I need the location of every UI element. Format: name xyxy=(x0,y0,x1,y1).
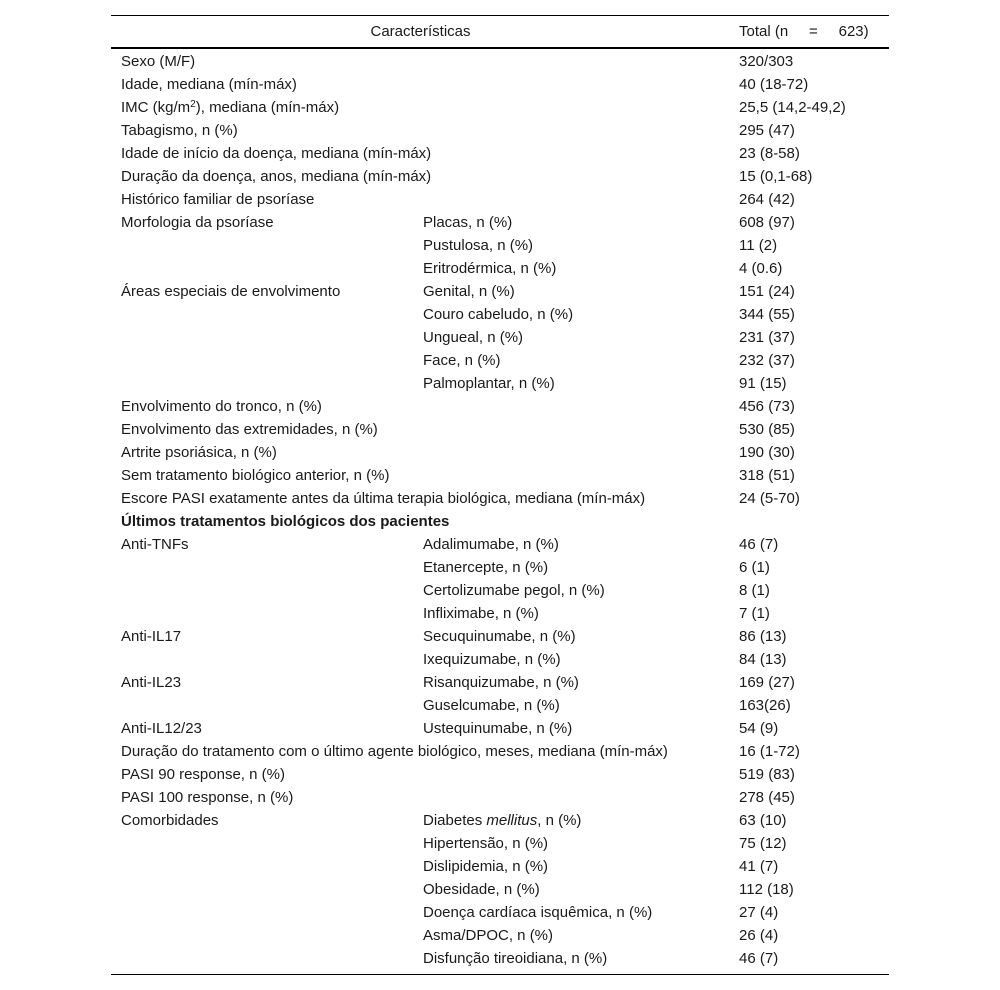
table-row xyxy=(111,372,889,395)
row-label: Envolvimento das extremidades, n (%) xyxy=(121,421,378,438)
row-value: 456 (73) xyxy=(739,398,795,415)
row-value: 519 (83) xyxy=(739,766,795,783)
imc-label-start: IMC (kg/m xyxy=(121,99,191,116)
row-value: 84 (13) xyxy=(739,651,787,668)
row-value: 4 (0.6) xyxy=(739,260,783,277)
section-title: Últimos tratamentos biológicos dos pacientes xyxy=(121,513,450,530)
table-row xyxy=(111,303,889,326)
row-label: Comorbidades xyxy=(121,812,219,829)
row-value: 41 (7) xyxy=(739,858,779,875)
row-label: Anti-IL23 xyxy=(121,674,182,691)
table-row xyxy=(111,763,889,786)
row-value: 278 (45) xyxy=(739,789,795,806)
header-characteristics: Características xyxy=(370,23,471,40)
row-sublabel: Hipertensão, n (%) xyxy=(423,835,549,852)
row-value: 54 (9) xyxy=(739,720,779,737)
row-sublabel: Doença cardíaca isquêmica, n (%) xyxy=(423,904,653,921)
row-sublabel: Guselcumabe, n (%) xyxy=(423,697,560,714)
table-row xyxy=(111,556,889,579)
table-row xyxy=(111,579,889,602)
table-row xyxy=(111,487,889,510)
characteristics-table xyxy=(111,15,889,975)
row-value: 232 (37) xyxy=(739,352,795,369)
row-sublabel: Pustulosa, n (%) xyxy=(423,237,534,254)
row-value: 27 (4) xyxy=(739,904,779,921)
table-row xyxy=(111,188,889,211)
table-row xyxy=(111,809,889,832)
imc-label-superscript: 2 xyxy=(190,99,196,110)
row-sublabel: Asma/DPOC, n (%) xyxy=(423,927,554,944)
row-value: 25,5 (14,2-49,2) xyxy=(739,99,846,116)
row-value: 26 (4) xyxy=(739,927,779,944)
row-sublabel: Ixequizumabe, n (%) xyxy=(423,651,561,668)
section-title-row xyxy=(111,510,889,533)
row-sublabel: Couro cabeludo, n (%) xyxy=(423,306,574,323)
table-bottom-rule xyxy=(111,974,889,975)
row-value: 264 (42) xyxy=(739,191,795,208)
row-value: 46 (7) xyxy=(739,536,779,553)
row-value: 86 (13) xyxy=(739,628,787,645)
row-label: Escore PASI exatamente antes da última terapia biológica, mediana (mín-máx) xyxy=(121,490,646,507)
row-value: 75 (12) xyxy=(739,835,787,852)
row-value: 112 (18) xyxy=(739,881,794,898)
table-row xyxy=(111,671,889,694)
table-row xyxy=(111,947,889,970)
table-row xyxy=(111,464,889,487)
table-row xyxy=(111,280,889,303)
table-row xyxy=(111,625,889,648)
row-sublabel: Secuquinumabe, n (%) xyxy=(423,628,576,645)
row-sublabel: Risanquizumabe, n (%) xyxy=(423,674,579,691)
row-label: Histórico familiar de psoríase xyxy=(121,191,315,208)
table-row xyxy=(111,211,889,234)
table-row xyxy=(111,349,889,372)
row-sublabel: Ungueal, n (%) xyxy=(423,329,524,346)
table-row xyxy=(111,165,889,188)
table-row xyxy=(111,234,889,257)
row-label: Tabagismo, n (%) xyxy=(121,122,238,139)
table-row xyxy=(111,533,889,556)
diabetes-label-start: Diabetes xyxy=(423,812,487,829)
row-sublabel: Adalimumabe, n (%) xyxy=(423,536,559,553)
row-label: PASI 90 response, n (%) xyxy=(121,766,285,783)
row-label: Anti-IL17 xyxy=(121,628,182,645)
table-row xyxy=(111,924,889,947)
row-label: Áreas especiais de envolvimento xyxy=(121,283,341,300)
row-value: 530 (85) xyxy=(739,421,795,438)
row-sublabel: Face, n (%) xyxy=(423,352,501,369)
table-row xyxy=(111,441,889,464)
row-label: Anti-IL12/23 xyxy=(121,720,202,737)
row-value: 608 (97) xyxy=(739,214,795,231)
row-sublabel: Genital, n (%) xyxy=(423,283,515,300)
row-sublabel: Certolizumabe pegol, n (%) xyxy=(423,582,605,599)
table-row xyxy=(111,96,889,119)
row-value: 231 (37) xyxy=(739,329,795,346)
row-value: 169 (27) xyxy=(739,674,795,691)
row-value: 91 (15) xyxy=(739,375,787,392)
diabetes-label-italic: mellitus xyxy=(486,812,538,829)
table-row xyxy=(111,832,889,855)
row-value: 318 (51) xyxy=(739,467,795,484)
row-sublabel: Placas, n (%) xyxy=(423,214,513,231)
row-value: 46 (7) xyxy=(739,950,779,967)
table-row xyxy=(111,786,889,809)
row-sublabel: Obesidade, n (%) xyxy=(423,881,540,898)
row-label: Artrite psoriásica, n (%) xyxy=(121,444,277,461)
table-row xyxy=(111,717,889,740)
table-row xyxy=(111,602,889,625)
table-row xyxy=(111,694,889,717)
row-label: Duração do tratamento com o último agente biológico, meses, mediana (mín-máx) xyxy=(121,743,668,760)
row-value: 320/303 xyxy=(739,53,794,70)
row-value: 163(26) xyxy=(739,697,791,714)
table-row xyxy=(111,418,889,441)
table-row xyxy=(111,901,889,924)
table-row xyxy=(111,326,889,349)
row-value: 151 (24) xyxy=(739,283,795,300)
row-value: 344 (55) xyxy=(739,306,795,323)
row-value: 24 (5-70) xyxy=(739,490,800,507)
diabetes-label-end: , n (%) xyxy=(537,812,582,829)
row-value: 8 (1) xyxy=(739,582,770,599)
row-label: Envolvimento do tronco, n (%) xyxy=(121,398,322,415)
row-sublabel: Eritrodérmica, n (%) xyxy=(423,260,557,277)
row-sublabel xyxy=(423,809,581,832)
row-label: Anti-TNFs xyxy=(121,536,189,553)
row-value: 23 (8-58) xyxy=(739,145,800,162)
row-sublabel: Disfunção tireoidiana, n (%) xyxy=(423,950,608,967)
table-row xyxy=(111,648,889,671)
table-body xyxy=(111,49,889,970)
row-value: 6 (1) xyxy=(739,559,770,576)
row-sublabel: Infliximabe, n (%) xyxy=(423,605,539,622)
row-sublabel: Etanercepte, n (%) xyxy=(423,559,549,576)
row-label: PASI 100 response, n (%) xyxy=(121,789,294,806)
table-row xyxy=(111,855,889,878)
row-value: 190 (30) xyxy=(739,444,795,461)
row-value: 40 (18-72) xyxy=(739,76,809,93)
table-row xyxy=(111,740,889,763)
row-value: 15 (0,1-68) xyxy=(739,168,813,185)
row-label: Idade, mediana (mín-máx) xyxy=(121,76,297,93)
table-row xyxy=(111,119,889,142)
table-row xyxy=(111,50,889,73)
table-row xyxy=(111,257,889,280)
row-label: Duração da doença, anos, mediana (mín-máx) xyxy=(121,168,432,185)
row-sublabel: Ustequinumabe, n (%) xyxy=(423,720,573,737)
table-header-row xyxy=(111,16,889,47)
row-value: 16 (1-72) xyxy=(739,743,800,760)
row-label: Sem tratamento biológico anterior, n (%) xyxy=(121,467,390,484)
header-total: Total (n = 623) xyxy=(739,23,869,40)
row-value: 63 (10) xyxy=(739,812,787,829)
row-value: 7 (1) xyxy=(739,605,770,622)
imc-label-end: ), mediana (mín-máx) xyxy=(195,99,340,116)
row-label: Morfologia da psoríase xyxy=(121,214,274,231)
row-label: Sexo (M/F) xyxy=(121,53,196,70)
row-label xyxy=(121,96,339,119)
row-label: Idade de início da doença, mediana (mín-máx) xyxy=(121,145,432,162)
table-row xyxy=(111,142,889,165)
table-row xyxy=(111,73,889,96)
row-sublabel: Dislipidemia, n (%) xyxy=(423,858,549,875)
row-sublabel: Palmoplantar, n (%) xyxy=(423,375,555,392)
row-value: 11 (2) xyxy=(739,237,778,254)
table-row xyxy=(111,395,889,418)
table-row xyxy=(111,878,889,901)
row-value: 295 (47) xyxy=(739,122,795,139)
